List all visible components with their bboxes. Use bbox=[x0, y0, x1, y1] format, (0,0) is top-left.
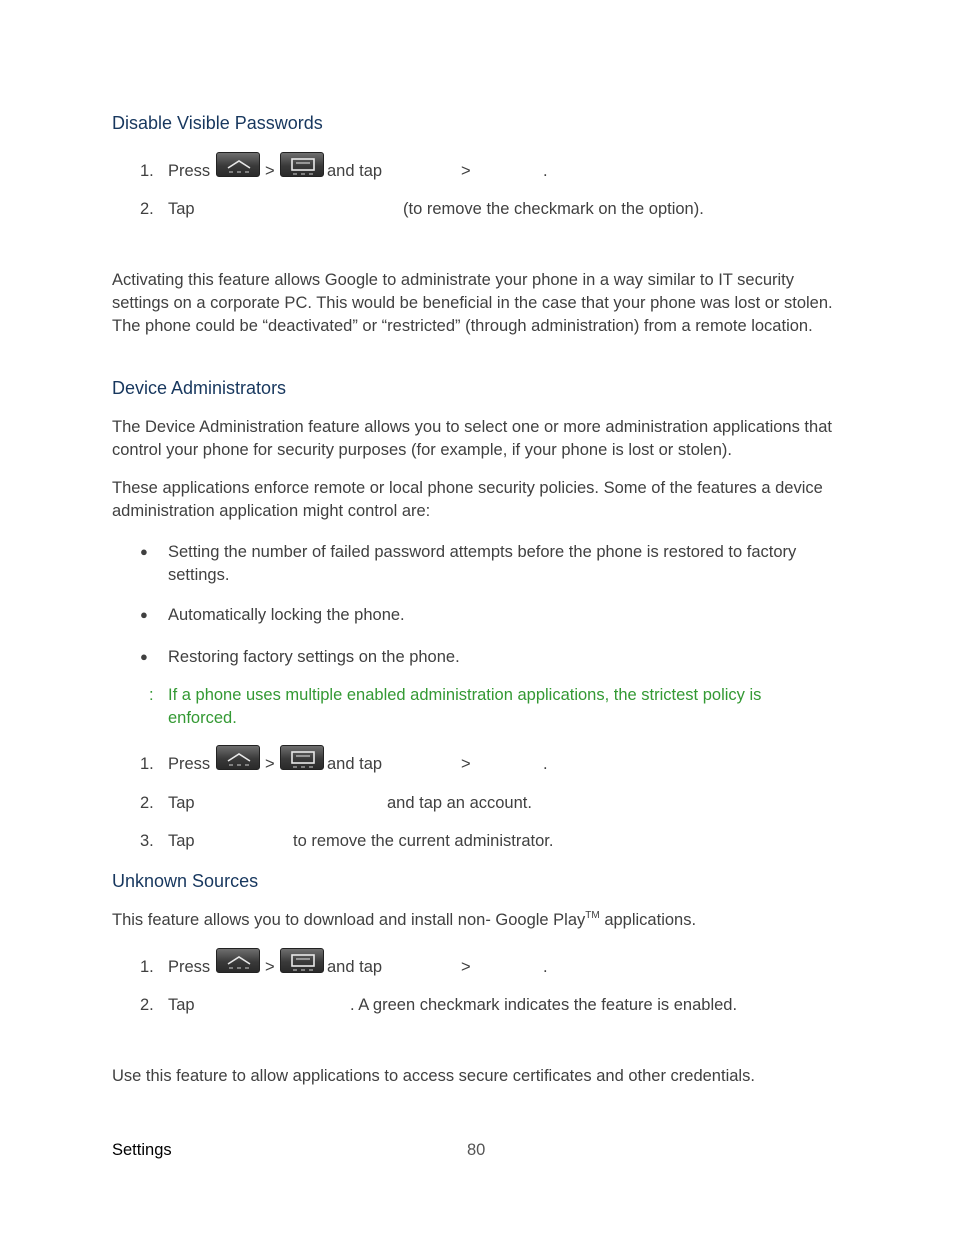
step-text-press: Press bbox=[168, 755, 211, 773]
bullet-text: Automatically locking the phone. bbox=[168, 606, 405, 624]
trademark-mark: TM bbox=[585, 910, 600, 921]
heading-device-administrators: Device Administrators bbox=[112, 378, 287, 398]
bullet-text: Setting the number of failed password attempts before the phone is restored to factory settings. bbox=[168, 543, 797, 584]
step-text-rest: (to remove the checkmark on the option). bbox=[403, 200, 704, 218]
bullet-text: Restoring factory settings on the phone. bbox=[168, 648, 460, 666]
separator: > bbox=[461, 958, 471, 976]
heading-disable-visible-passwords: Disable Visible Passwords bbox=[112, 113, 323, 133]
note-colon: : bbox=[149, 686, 154, 704]
footer-section-name: Settings bbox=[112, 1141, 172, 1159]
bullet-icon: ● bbox=[140, 649, 148, 664]
menu-key-icon bbox=[280, 745, 324, 770]
menu-key-icon bbox=[280, 152, 324, 177]
step-number: 2. bbox=[140, 996, 154, 1014]
step-period: . bbox=[543, 162, 548, 180]
intro-paragraph: Activating this feature allows Google to administrate your phone in a way similar to IT security settings on a corporate PC. This would be beneficial in the case that your phone was lost or stolen. The phone could be “deactivated” or “restricted” (through administration) from a remote location. bbox=[112, 271, 833, 335]
separator: > bbox=[461, 755, 471, 773]
step-text-and-tap: and tap bbox=[327, 162, 383, 180]
step-text-press: Press bbox=[168, 958, 211, 976]
step-number: 1. bbox=[140, 162, 154, 180]
step-text-and-tap: and tap bbox=[327, 958, 383, 976]
step-text-and-tap: and tap bbox=[327, 755, 383, 773]
step-number: 2. bbox=[140, 200, 154, 218]
unknown-sources-paragraph bbox=[112, 909, 696, 931]
step-text-rest: and tap an account. bbox=[387, 794, 532, 812]
device-admin-paragraph-1: The Device Administration feature allows you to select one or more administration applications that control your phone for security purposes (for example, if your phone is lost or stolen). bbox=[112, 418, 832, 459]
step-text-press: Press bbox=[168, 162, 211, 180]
step-number: 2. bbox=[140, 794, 154, 812]
step-text-rest: to remove the current administrator. bbox=[293, 832, 554, 850]
step-text-tap: Tap bbox=[168, 832, 195, 850]
step-number: 1. bbox=[140, 958, 154, 976]
home-key-icon bbox=[216, 948, 260, 973]
paragraph-text: This feature allows you to download and install non- Google Play bbox=[112, 911, 586, 929]
bullet-icon: ● bbox=[140, 607, 148, 622]
note-text: If a phone uses multiple enabled administration applications, the strictest policy is enforced. bbox=[168, 686, 762, 727]
credentials-paragraph: Use this feature to allow applications to access secure certificates and other credentials. bbox=[112, 1067, 755, 1085]
device-admin-paragraph-2: These applications enforce remote or local phone security policies. Some of the features a device administration application might control are: bbox=[112, 479, 823, 520]
menu-key-icon bbox=[280, 948, 324, 973]
home-key-icon bbox=[216, 152, 260, 177]
separator: > bbox=[265, 755, 275, 773]
step-number: 3. bbox=[140, 832, 154, 850]
step-text-tap: Tap bbox=[168, 200, 195, 218]
bullet-icon: ● bbox=[140, 544, 148, 559]
separator: > bbox=[265, 958, 275, 976]
step-text-rest: . A green checkmark indicates the feature is enabled. bbox=[350, 996, 738, 1014]
home-key-icon bbox=[216, 745, 260, 770]
step-text-tap: Tap bbox=[168, 794, 195, 812]
step-period: . bbox=[543, 958, 548, 976]
separator: > bbox=[461, 162, 471, 180]
paragraph-text: applications. bbox=[599, 911, 697, 929]
step-text-tap: Tap bbox=[168, 996, 195, 1014]
step-period: . bbox=[543, 755, 548, 773]
separator: > bbox=[265, 162, 275, 180]
page-number: 80 bbox=[467, 1141, 486, 1159]
heading-unknown-sources: Unknown Sources bbox=[112, 871, 259, 891]
step-number: 1. bbox=[140, 755, 154, 773]
